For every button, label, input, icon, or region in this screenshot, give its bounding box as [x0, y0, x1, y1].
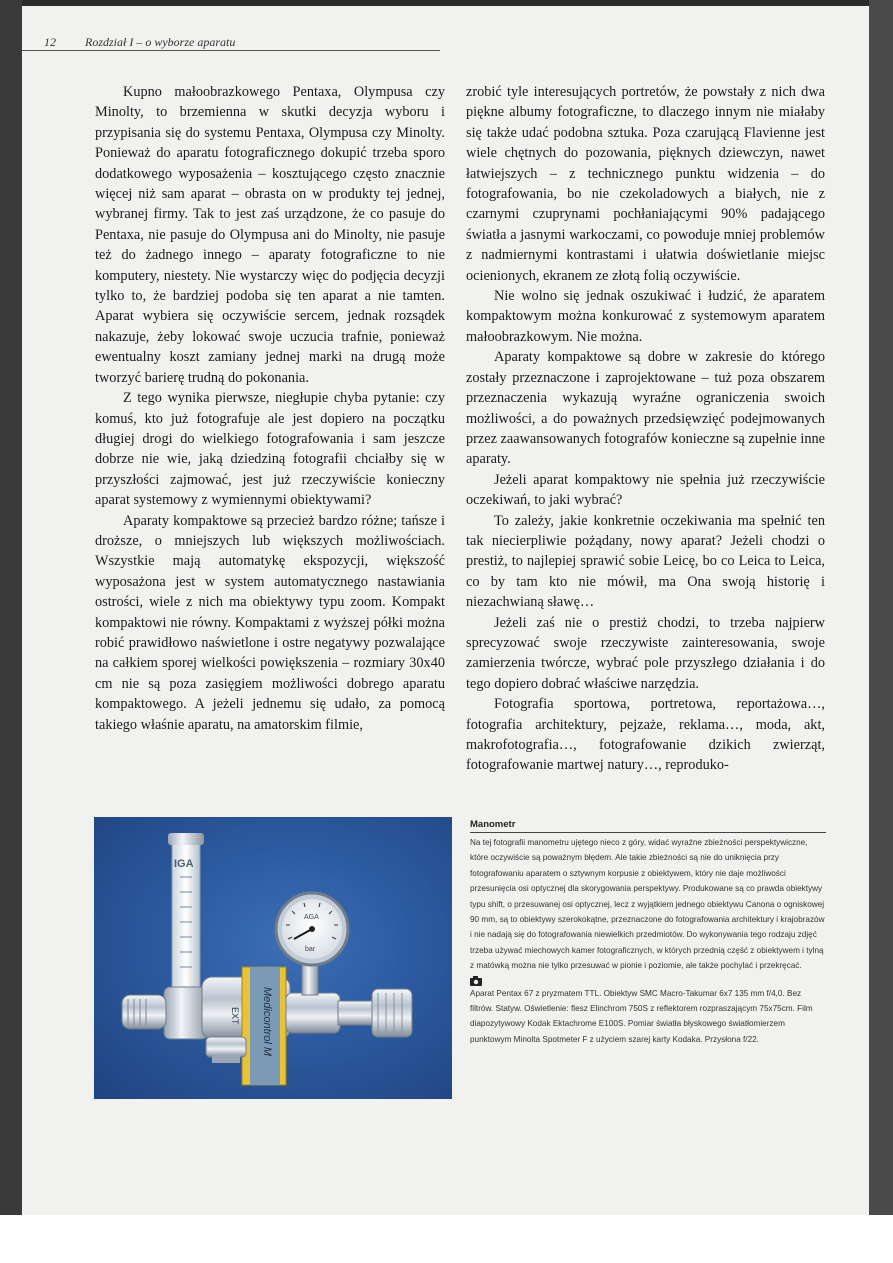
caption-tech-details: Aparat Pentax 67 z pryzmatem TTL. Obiektyw SMC Macro-Takumar 6x7 135 mm f/4,0. Bez filtrów. Statyw. Oświetlenie: flesz Elinchrom 750S z reflektorem rozpraszającym 75x75cm. Film diapozytywowy Kodak Ektachrome E100S. Pomiar światła błyskowego światłomierzem punktowym Minolta Spotmeter F z użyciem szarej karty Kodaka. Przysłona f/22.	[470, 988, 813, 1044]
caption-title: Manometr	[470, 819, 516, 830]
paragraph: Z tego wynika pierwsze, niegłupie chyba pytanie: czy komuś, kto już fotografuje ale jest dopiero na początku długiej drogi do wielkiego fotografowania i sam jeszcze dobrze nie wie, jaką dziedziną fotografii chciałby się w przyszłości zajmować, jest już rzeczywiście konieczny aparat systemowy z wymiennymi obiektywami?	[95, 390, 445, 509]
regulator-label: Medicontrol M	[261, 987, 273, 1057]
left-text-column	[95, 82, 445, 735]
paragraph: Kupno małoobrazkowego Pentaxa, Olympusa czy Minolty, to brzemienna w skutki decyzja wyboru i przypisania się do systemu Pentaxa, Olympusa czy Minolty. Ponieważ do aparatu fotograficznego dokupić trzeba sporo dodatkowego wyposażenia – kosztującego często znacznie więcej niż sam aparat – obrasta on w produkty tej jednej, wybranej firmy. Tak to jest zaś urządzone, że co pasuje do Pentaxa, nie pasuje do Olympusa ani do Minolty, nie pasuje też do żadnego innego – aparaty fotograficzne to nie komputery, niestety. Nie wystarczy więc do podjęcia decyzji tylko to, że bardziej podoba się ten aparat a nie tamten. Aparat wybiera się oczywiście sercem, jednak rozsądek nakazuje, żeby lokować swoje uczucia trafnie, ponieważ ewentualny koszt zamiany jednej marki na drugą może tworzyć barierę trudną do pokonania.	[95, 84, 445, 386]
manometer-photo	[94, 817, 452, 1099]
scan-edge-left	[0, 0, 22, 1215]
caption-divider	[470, 832, 826, 833]
gauge-brand: AGA	[304, 914, 319, 921]
gauge-unit: bar	[305, 946, 316, 953]
paragraph: zrobić tyle interesujących portretów, że powstały z nich dwa piękne albumy fotograficzne, to dlaczego innym nie miałaby się także udać podobna sztuka. Poza czarującą Flavienne jest wiele chętnych do pozowania, pięknych dziewczyn, nawet łatwiejszych – z technicznego punktu widzenia – do fotografowania, bo nie czekoladowych a białych, nie z czarnymi czuprynami pochłaniającymi 90% padającego światła a jasnymi warkoczami, co powoduje mniej problemów z nadmiernymi kontrastami i ułatwia doświetlanie miejsc ocienionych, ekranem ze złotą folią oczywiście.	[466, 84, 825, 284]
chapter-title: Rozdział I – o wyborze aparatu	[85, 35, 236, 49]
paragraph: To zależy, jakie konkretnie oczekiwania ma spełnić ten tak niecierpliwie pożądany, nowy aparat? Jeżeli chodzi o prestiż, to najlepiej sprawić sobie Leicę, bo co Leica to Leica, co by tam kto nie mówił, ma Ona swoją historię i niezachwianą sławę…	[466, 512, 825, 611]
paragraph: Jeżeli aparat kompaktowy nie spełnia już rzeczywiście oczekiwań, to jaki wybrać?	[466, 471, 825, 509]
paragraph: Aparaty kompaktowe są przecież bardzo różne; tańsze i droższe, o mniejszych lub większych możliwościach. Wszystkie mają automatykę ekspozycji, większość wyposażona jest w system automatycznego nastawiania ostrości, wiele z nich ma obiektywy typu zoom. Kompakt kompaktowi nie równy. Kompaktami z wyższej półki można robić prawidłowo naświetlone i ostre negatywy pozwalające na całkiem sporej wielkości powiększenia – rozmiary 30x40 cm nie są poza zasięgiem możliwości dobrego aparatu kompaktowego. A jeżeli jednemu się udało, za pomocą takiego właśnie aparatu, na amatorskim filmie,	[95, 512, 445, 733]
caption-text: Na tej fotografii manometru ujętego nieco z góry, widać wyraźne zbieżności perspektywiczne, które oczywiście są poważnym błędem. Ale takie zbieżności są nie do uniknięcia przy fotografowaniu aparatem o sztywnym korpusie z obiektywem, który nie daje możliwości przesunięcia osi optycznej dla skorygowania perspektywy. Produkowane są co prawda obiektywy typu shift, o przesuwanej osi optycznej, lecz z wyjątkiem jednego obiektywu Canona o ogniskowej 90 mm, są to obiektywy szerokokątne, przeznaczone do fotografowania architektury i krajobrazów i nie nadają się do fotografowania niewielkich przedmiotów. Do wykonywania tego rodzaju zdjęć trzeba używać miechowych kamer fotograficznych, w których przednią część z obiektywem i tylną z matówką można nie tylko przesuwać w pionie i poziomie, ale także pochylać i przekręcać.	[470, 838, 825, 971]
scan-edge-right	[869, 0, 893, 1215]
paragraph: Jeżeli zaś nie o prestiż chodzi, to trzeba najpierw sprecyzować swoje rzeczywiste zainteresowania, swoje zamierzenia twórcze, wybrać pole przyszłego działania i do tego dopiero dobrać właściwe narzędzia.	[466, 614, 825, 692]
flowmeter-label: IGA	[174, 858, 194, 870]
running-header	[22, 30, 440, 51]
side-label: EXT	[230, 1007, 240, 1025]
page-number: 12	[44, 35, 56, 49]
camera-icon	[470, 976, 482, 986]
photo-caption	[470, 818, 826, 1047]
right-text-column	[466, 82, 825, 776]
paragraph: Aparaty kompaktowe są dobre w zakresie do którego zostały przeznaczone i zaprojektowane – tuż poza obszarem przeznaczenia wykazują wyraźne ograniczenia swoich możliwości, a do poważnych przedsięwzięć podejmowanych przez zaawansowanych fotografów konieczne są zupełnie inne aparaty.	[466, 349, 825, 468]
paragraph: Nie wolno się jednak oszukiwać i łudzić, że aparatem kompaktowym można konkurować z systemowym aparatem małoobrazkowym. Nie można.	[466, 288, 825, 345]
pressure-regulator-illustration	[94, 817, 452, 1099]
paragraph: Fotografia sportowa, portretowa, reportażowa…, fotografia architektury, pejzaże, reklama…, moda, akt, makrofotografia…, fotografowanie dzikich zwierząt, fotografowanie martwej natury…, reproduko-	[466, 696, 825, 774]
